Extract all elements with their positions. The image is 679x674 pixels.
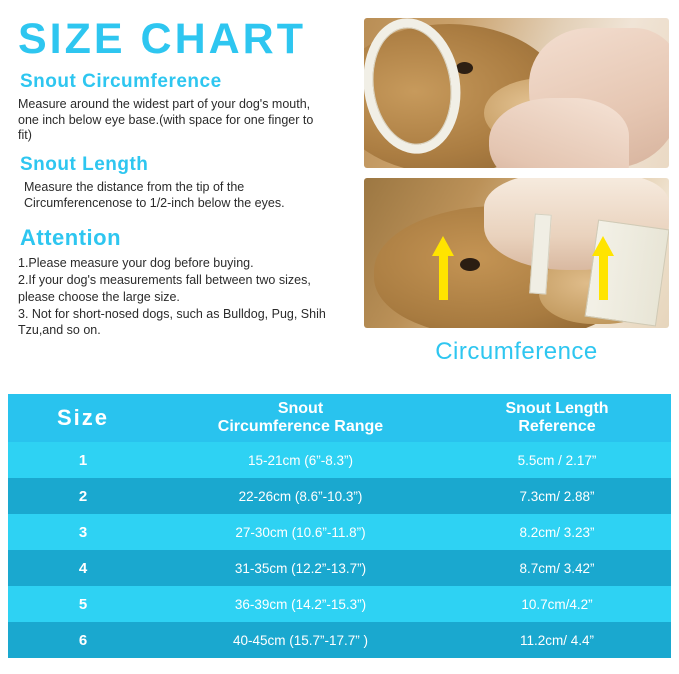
cell-length: 10.7cm/4.2” [443, 586, 671, 622]
table-row [8, 478, 671, 514]
cell-size: 3 [8, 514, 158, 550]
cell-circumference: 36-39cm (14.2”-15.3”) [158, 586, 443, 622]
table-row [8, 586, 671, 622]
photo-snout-arrows [364, 178, 669, 328]
table-header-row [8, 394, 671, 442]
cell-size: 1 [8, 442, 158, 478]
table-header-length [443, 394, 671, 442]
cell-size: 5 [8, 586, 158, 622]
human-hand-shape-2 [489, 98, 629, 168]
table-row [8, 622, 671, 658]
table-header-circumference-line2: Circumference Range [217, 418, 384, 435]
cell-length: 5.5cm / 2.17” [443, 442, 671, 478]
attention-item-1: 1.Please measure your dog before buying. [18, 256, 254, 271]
heading-attention: Attention [20, 225, 122, 251]
info-column [8, 6, 358, 392]
cell-circumference: 31-35cm (12.2”-13.7”) [158, 550, 443, 586]
arrow-up-right-stem [599, 254, 608, 300]
heading-snout-circumference: Snout Circumference [20, 71, 222, 92]
attention-list [18, 255, 328, 338]
photo-column [358, 6, 669, 392]
table-row [8, 442, 671, 478]
arrow-up-left-stem [439, 254, 448, 300]
attention-item-2: 2.If your dog's measurements fall between two sizes, please choose the large size. [18, 273, 311, 304]
arrow-up-right-icon [592, 236, 614, 256]
cell-length: 8.2cm/ 3.23” [443, 514, 671, 550]
table-header-length-line2: Reference [518, 418, 596, 435]
table-header-size: Size [8, 394, 158, 442]
cell-circumference: 22-26cm (8.6”-10.3”) [158, 478, 443, 514]
cell-circumference: 40-45cm (15.7”-17.7” ) [158, 622, 443, 658]
photo-caption: Circumference [435, 338, 598, 365]
cell-length: 7.3cm/ 2.88” [443, 478, 671, 514]
heading-snout-length: Snout Length [20, 153, 149, 175]
cell-size: 6 [8, 622, 158, 658]
size-table [8, 394, 671, 658]
photo-circumference-measure [364, 18, 669, 168]
attention-item-3: 3. Not for short-nosed dogs, such as Bulldog, Pug, Shih Tzu,and so on. [18, 306, 326, 338]
text-snout-length: Measure the distance from the tip of the Circumferencenose to 1/2-inch below the eyes. [24, 179, 285, 210]
page-title: SIZE CHART [18, 15, 306, 63]
cell-circumference: 27-30cm (10.6”-11.8”) [158, 514, 443, 550]
table-row [8, 514, 671, 550]
cell-circumference: 15-21cm (6”-8.3”) [158, 442, 443, 478]
cell-size: 4 [8, 550, 158, 586]
cell-length: 11.2cm/ 4.4” [443, 622, 671, 658]
arrow-up-left-icon [432, 236, 454, 256]
table-row [8, 550, 671, 586]
cell-length: 8.7cm/ 3.42” [443, 550, 671, 586]
text-snout-circumference: Measure around the widest part of your dog's mouth, one inch below eye base.(with space for one finger to fit) [18, 97, 314, 143]
table-header-circumference-line1: Snout [277, 399, 324, 417]
cell-size: 2 [8, 478, 158, 514]
table-header-circumference [158, 394, 443, 442]
dog-eye-shape-2 [460, 258, 480, 271]
table-header-length-line1: Snout Length [505, 399, 609, 417]
dog-eye-shape [456, 62, 473, 74]
